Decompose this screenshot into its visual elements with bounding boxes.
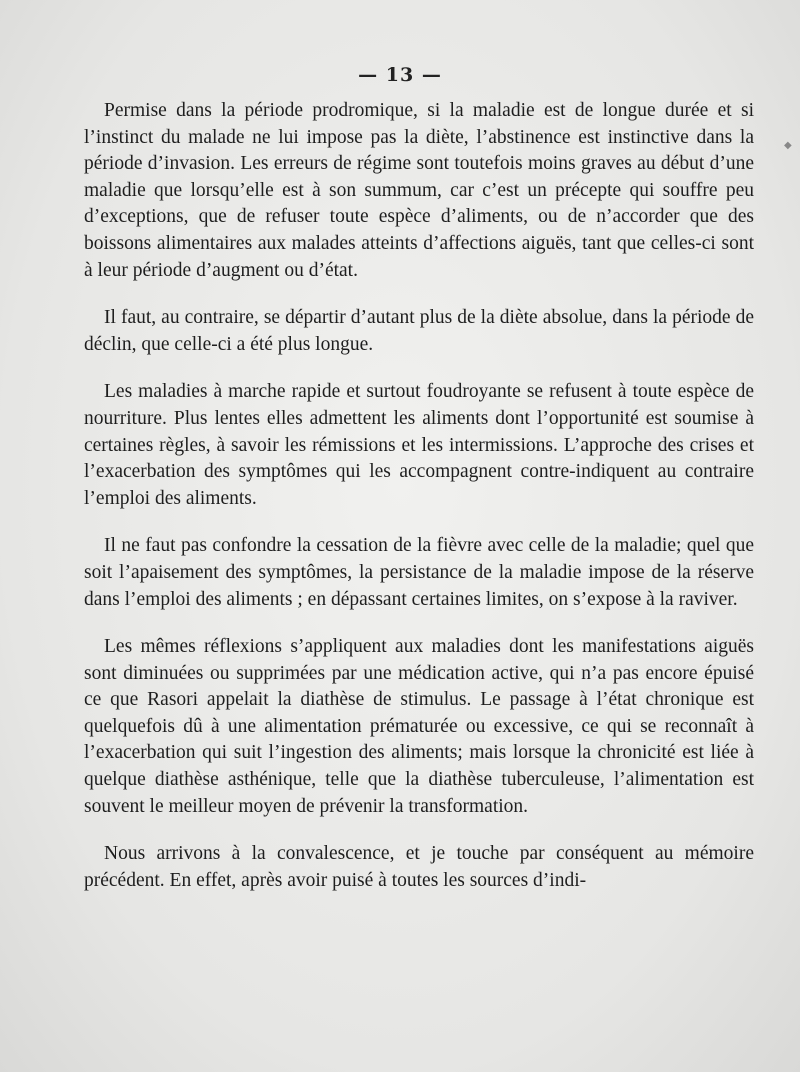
- paragraph-1: Permise dans la période prodromique, si la maladie est de longue durée et si l’instinct du malade ne lui impose pas la diète, l’abstinence est instinctive dans la période d’invasion. Les erreurs de régime sont toutefois moins graves au début d’une maladie que lorsqu’elle est à son summum, car c’est un précepte qui souffre peu d’exceptions, que de refuser toute espèce d’aliments, ou de n’accorder que des boissons alimentaires aux malades atteints d’affections aiguës, tant que celles-ci sont à leur période d’augment ou d’état.: [84, 100, 754, 281]
- margin-mark-icon: ◆: [784, 140, 792, 151]
- paragraph-5: Les mêmes réflexions s’appliquent aux maladies dont les manifestations aiguës sont diminuées ou supprimées par une médication active, qui n’a pas encore épuisé ce que Rasori appelait la diathèse de stimulus. Le passage à l’état chronique est quelquefois dû à une alimentation prématurée ou excessive, ce qui se reconnaît à l’exacerbation qui suit l’ingestion des aliments; mais lorsque la chronicité est liée à quelque diathèse asthénique, telle que la diathèse tuberculeuse, l’alimentation est souvent le meilleur moyen de prévenir la transformation.: [84, 636, 754, 817]
- paragraph-6: Nous arrivons à la convalescence, et je touche par conséquent au mémoire précédent. En effet, après avoir puisé à toutes les sources d’indi-: [84, 843, 754, 891]
- paragraph-4: Il ne faut pas confondre la cessation de la fièvre avec celle de la maladie; quel que soit l’apaisement des symptômes, la persistance de la maladie impose de la réserve dans l’emploi des aliments ; en dépassant certaines limites, on s’expose à la raviver.: [84, 535, 754, 610]
- paragraph-3: Les maladies à marche rapide et surtout foudroyante se refusent à toute espèce de nourriture. Plus lentes elles admettent les aliments dont l’opportunité est soumise à certaines règles, à savoir les rémissions et les intermissions. L’approche des crises et l’exacerbation des symptômes qui les accompagnent contre-indiquent au contraire l’emploi des aliments.: [84, 381, 754, 509]
- body-text: [84, 98, 754, 894]
- paragraph-2: Il faut, au contraire, se départir d’autant plus de la diète absolue, dans la période de déclin, que celle-ci a été plus longue.: [84, 307, 754, 355]
- page-number: — 13 —: [358, 64, 442, 86]
